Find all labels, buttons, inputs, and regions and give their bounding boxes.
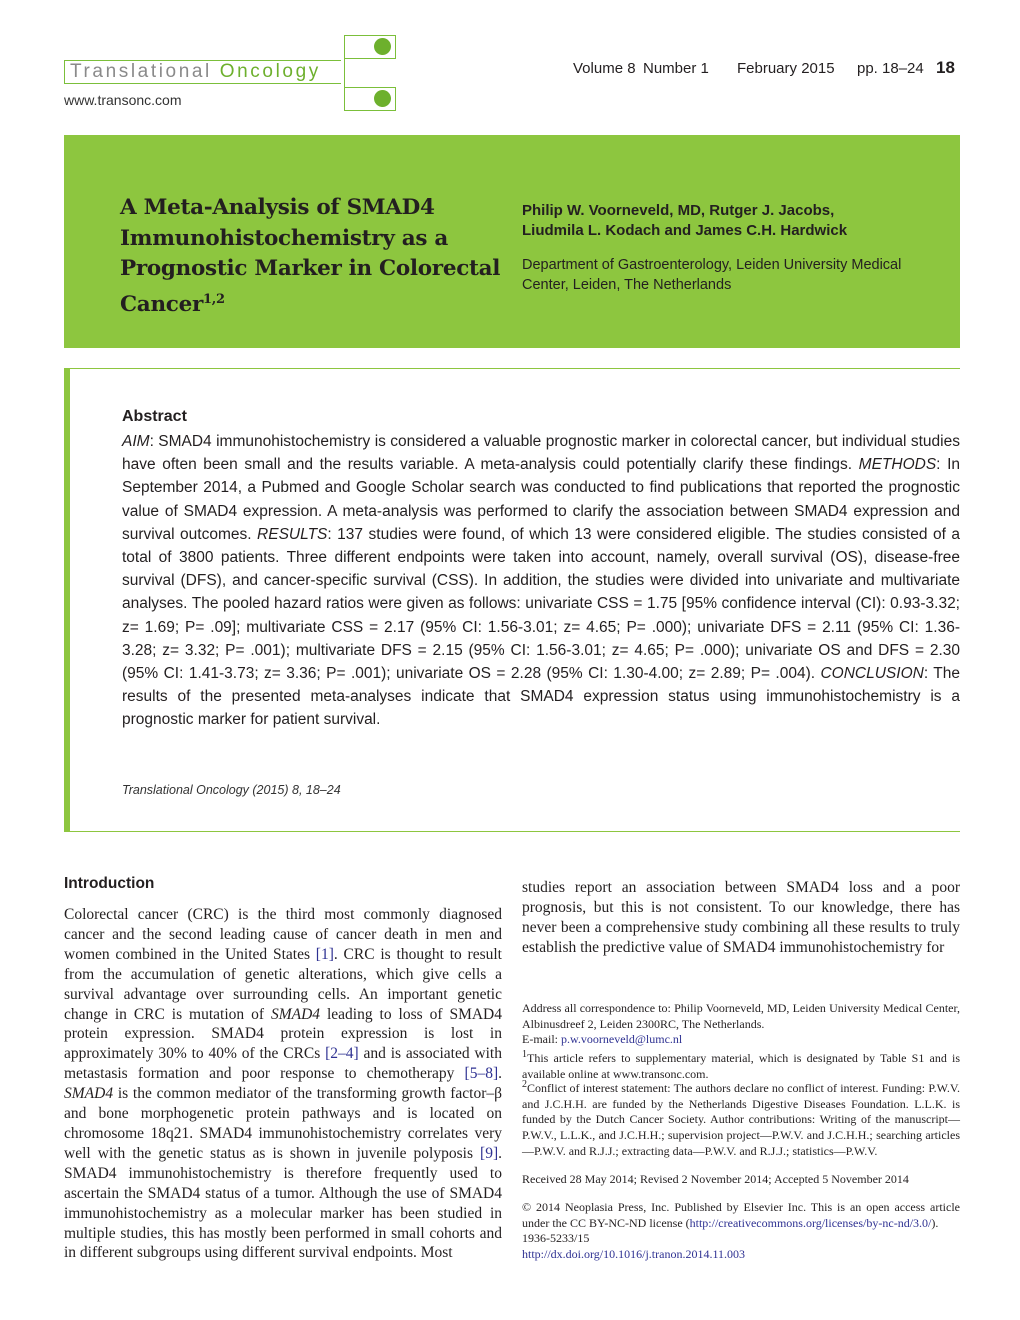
abstract-top-rule: [64, 368, 960, 369]
gene-name: SMAD4: [64, 1085, 114, 1103]
issn: 1936-5233/15: [522, 1231, 590, 1246]
journal-name-part2: Oncology: [219, 61, 321, 82]
correspondence-text: Address all correspondence to: Philip Voorneveld, MD, Leiden University Medical Center, Albinusdreef 2, Leiden 2300RC, The Netherlands.: [522, 1001, 960, 1031]
issue-number: Number 1: [643, 60, 709, 77]
abstract-heading: Abstract: [122, 408, 187, 425]
doi-link[interactable]: http://dx.doi.org/10.1016/j.tranon.2014.11.003: [522, 1247, 745, 1262]
author-list: [522, 201, 942, 241]
footnote-2-mark: 2: [522, 1079, 527, 1090]
intro-text: . SMAD4 immunohistochemistry is therefore frequently used to ascertain the SMAD4 status of a tumor. Although the use of SMAD4 immunohistochemistry as a molecular marker has been studied in multiple studies, this has mostly been performed in small cohorts and in different subgroups using different survival endpoints. Most: [64, 1144, 502, 1262]
journal-url[interactable]: www.transonc.com: [64, 92, 182, 108]
footnote-1-text: This article refers to supplementary material, which is designated by Table S1 and is available online at www.transonc.com.: [522, 1051, 960, 1081]
conclusion-text: : The results of the presented meta-analyses indicate that SMAD4 expression status using immunohistochemistry is a prognostic marker for patient survival.: [122, 665, 960, 729]
results-label: RESULTS: [257, 525, 328, 543]
issue-date: February 2015: [737, 60, 835, 77]
intro-text: is the common mediator of the transforming growth factor–β and bone morphogenetic protein pathways and is located on chromosome 18q21. SMAD4 immunohistochemistry correlates very well with the genetic status as is shown in juvenile polyposis: [64, 1085, 502, 1162]
journal-name-part1: Translational: [70, 61, 212, 82]
title-footnote-marks: 1,2: [202, 291, 225, 307]
methods-label: METHODS: [858, 456, 937, 474]
intro-text: .: [498, 1065, 502, 1083]
page-number: 18: [936, 58, 955, 77]
abstract-accent-bar: [64, 368, 70, 832]
reference-link[interactable]: [2–4]: [325, 1045, 359, 1063]
page-range: pp. 18–24: [857, 60, 924, 77]
reference-link[interactable]: [5–8]: [464, 1065, 499, 1083]
issue-volume: Volume 8: [573, 60, 636, 77]
email-link[interactable]: p.w.voorneveld@lumc.nl: [561, 1032, 683, 1047]
footnote-2: [522, 1077, 960, 1160]
aim-text: : SMAD4 immunohistochemistry is considered a valuable prognostic marker in colorectal cancer, but individual studies have often been small and the results variable. A meta-analysis could potentially clarify these findings.: [122, 433, 960, 474]
intro-text: Colorectal cancer (CRC) is the third most commonly diagnosed cancer and the second leading cause of cancer death in men and women combined in the United States: [64, 906, 502, 963]
article-title-text: A Meta-Analysis of SMAD4 Immunohistochemistry as a Prognostic Marker in Colorectal Cancer: [120, 195, 501, 317]
author-affiliation: Department of Gastroenterology, Leiden University Medical Center, Leiden, The Netherlands: [522, 257, 902, 293]
aim-label: AIM: [122, 433, 150, 450]
methods-text: : In September 2014, a Pubmed and Google Scholar search was conducted to find publications that reported the prognostic value of SMAD4 expression. A meta-analysis was performed to clarify the association between SMAD4 expression and survival outcomes.: [122, 456, 960, 543]
copyright-note: [522, 1200, 960, 1263]
intro-text: and is associated with metastasis formation and poor response to chemotherapy: [64, 1045, 502, 1083]
abstract-text: [122, 430, 960, 732]
conclusion-label: CONCLUSION: [820, 665, 924, 683]
copyright-end: ).: [931, 1215, 939, 1230]
reference-link[interactable]: [1]: [315, 945, 334, 963]
introduction-left-column: [64, 905, 502, 1263]
article-title: [120, 193, 510, 320]
gene-name: SMAD4: [270, 1005, 321, 1023]
correspondence-note: [522, 1001, 960, 1048]
logo-dot-top: [374, 38, 391, 55]
results-text: : 137 studies were found, of which 13 were considered eligible. The studies consisted of a total of 3800 patients. Three different endpoints were taken into account, namely, overall survival (OS), disease-free survival (DFS), and cancer-specific survival (CSS). In addition, the studies were divided into univariate and multivariate analyses. The pooled hazard ratios were given as follows: univariate CSS = 1.75 [95% confidence interval (CI): 0.93-3.32; z= 1.69; P= .09]; multivariate CSS = 2.17 (95% CI: 1.56-3.01; z= 4.65; P= .000); univariate DFS = 2.11 (95% CI: 1.36-3.28; z= 3.32; P= .001); multivariate DFS = 2.15 (95% CI: 1.56-3.01; z= 4.65; P= .000); univariate OS and DFS = 2.30 (95% CI: 1.41-3.73; z= 3.36; P= .001); univariate OS = 2.28 (95% CI: 1.30-4.00; z= 2.89; P= .004).: [122, 525, 960, 683]
logo-dot-bottom: [374, 90, 391, 107]
copyright-text: © 2014 Neoplasia Press, Inc. Published by Elsevier Inc. This is an open access article under the CC BY-NC-ND license (: [522, 1200, 960, 1230]
footnote-1-mark: 1: [522, 1049, 527, 1060]
reference-link[interactable]: [9]: [480, 1144, 499, 1162]
introduction-heading: Introduction: [64, 875, 155, 892]
authors-line-2: Liudmila L. Kodach and James C.H. Hardwick: [522, 222, 848, 239]
authors-line-1: Philip W. Voorneveld, MD, Rutger J. Jacobs,: [522, 202, 835, 219]
journal-citation: Translational Oncology (2015) 8, 18–24: [122, 783, 341, 797]
received-dates: Received 28 May 2014; Revised 2 November 2014; Accepted 5 November 2014: [522, 1172, 909, 1186]
journal-logo: [70, 60, 321, 84]
abstract-bottom-rule: [64, 831, 960, 832]
introduction-right-column: studies report an association between SMAD4 loss and a poor prognosis, but this is not consistent. To our knowledge, there has never been a comprehensive study combining all these results to truly establish the predictive value of SMAD4 immunohistochemistry for: [522, 879, 960, 956]
license-link[interactable]: http://creativecommons.org/licenses/by-nc-nd/3.0/: [689, 1215, 932, 1230]
email-label: E-mail:: [522, 1032, 561, 1047]
intro-text: . CRC is thought to result from the accumulation of genetic alterations, which give cells a survival advantage over surrounding cells. An important genetic change in CRC is mutation of: [64, 945, 502, 1023]
footnote-2-text: Conflict of interest statement: The authors declare no conflict of interest. Funding: P.W.V. and J.C.H.H. are funded by the Netherlands Digestive Diseases Foundation. L.L.K. is funded by the Dutch Cancer Society. Author contributions: Writing of the manuscript—P.W.V., L.L.K., and J.C.H.H.; supervision project—P.W.V. and J.C.H.H.; searching articles—P.W.V. and R.J.J.; extracting data—P.W.V. and R.J.J.; statistics—P.W.V.: [522, 1081, 960, 1158]
intro-text: leading to loss of SMAD4 protein expression. SMAD4 protein expression is lost in approximately 30% to 40% of the CRCs: [64, 1005, 502, 1063]
